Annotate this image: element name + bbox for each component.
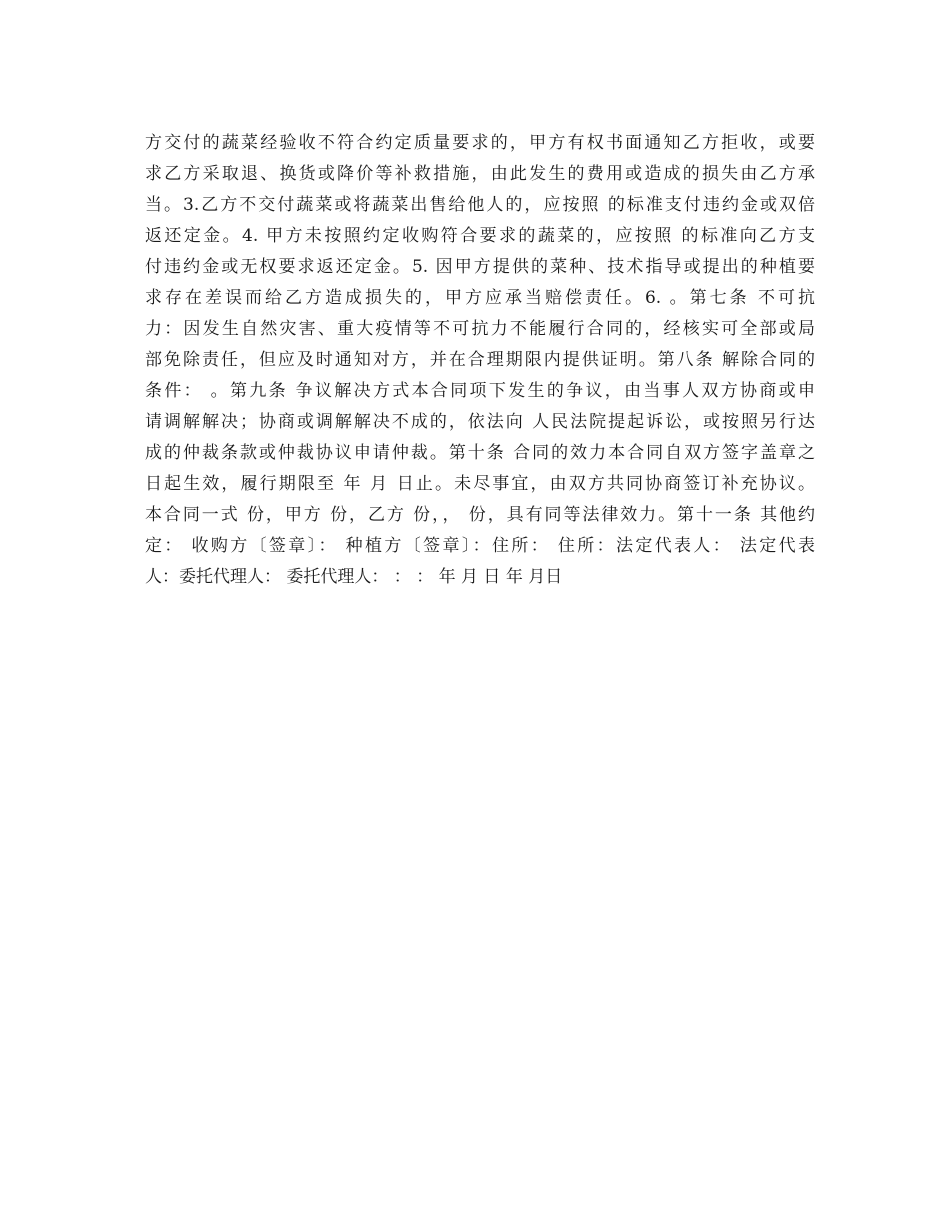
contract-body-text bbox=[145, 128, 815, 593]
text-line: 部免除责任，但应及时通知对方，并在合理期限内提供证明。第八条 解除合同的 bbox=[145, 350, 815, 370]
text-line: 条件： 。第九条 争议解决方式本合同项下发生的争议，由当事人双方协商或申 bbox=[145, 381, 815, 401]
text-line: 求存在差误而给乙方造成损失的，甲方应承当赔偿责任。6. 。第七条 不可抗 bbox=[145, 288, 815, 308]
text-line: 定： 收购方〔签章〕： 种植方〔签章〕：住所： 住所：法定代表人： 法定代表 bbox=[145, 536, 815, 556]
text-line: 本合同一式 份，甲方 份，乙方 份，， 份，具有同等法律效力。第十一条 其他约 bbox=[145, 505, 815, 525]
text-line: 返还定金。4. 甲方未按照约定收购符合要求的蔬菜的，应按照 的标准向乙方支 bbox=[145, 226, 815, 246]
text-line: 付违约金或无权要求返还定金。5. 因甲方提供的菜种、技术指导或提出的种植要 bbox=[145, 257, 815, 277]
text-line: 当。3.乙方不交付蔬菜或将蔬菜出售给他人的，应按照 的标准支付违约金或双倍 bbox=[145, 195, 815, 215]
text-line: 力：因发生自然灾害、重大疫情等不可抗力不能履行合同的，经核实可全部或局 bbox=[145, 319, 815, 339]
text-line: 成的仲裁条款或仲裁协议申请仲裁。第十条 合同的效力本合同自双方签字盖章之 bbox=[145, 443, 815, 463]
text-line: 日起生效，履行期限至 年 月 日止。未尽事宜，由双方共同协商签订补充协议。 bbox=[145, 474, 815, 494]
text-line: 求乙方采取退、换货或降价等补救措施，由此发生的费用或造成的损失由乙方承 bbox=[145, 164, 815, 184]
text-line-last: 人：委托代理人： 委托代理人： ： ： 年 月 日 年 月日 bbox=[145, 567, 563, 587]
text-line: 方交付的蔬菜经验收不符合约定质量要求的，甲方有权书面通知乙方拒收，或要 bbox=[145, 133, 815, 153]
text-line: 请调解解决；协商或调解解决不成的，依法向 人民法院提起诉讼，或按照另行达 bbox=[145, 412, 815, 432]
